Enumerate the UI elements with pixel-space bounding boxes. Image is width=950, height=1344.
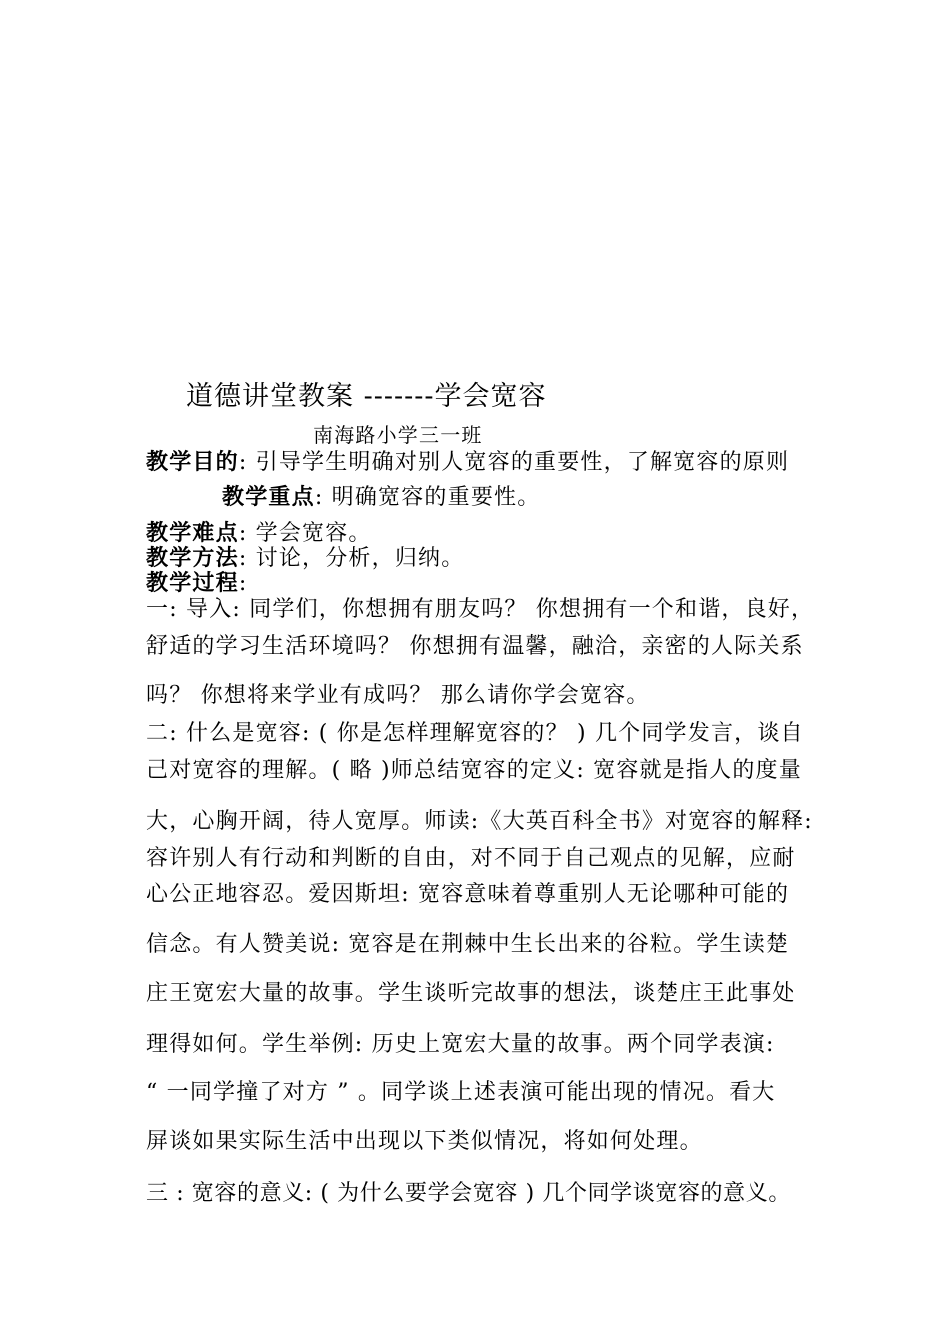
document-title: 道德讲堂教案 -------学会宽容 bbox=[186, 381, 547, 412]
body-line: 屏谈如果实际生活中出现以下类似情况，将如何处理。 bbox=[146, 1129, 703, 1154]
key-point-line bbox=[222, 487, 540, 509]
body-line: 一: 导入: 同学们，你想拥有朋友吗？ 你想拥有一个和谐，良好， bbox=[146, 597, 815, 622]
process-text: : bbox=[238, 571, 248, 596]
key-point-text: : 明确宽容的重要性。 bbox=[314, 485, 541, 510]
objective-line bbox=[146, 452, 789, 474]
method-label: 教学方法 bbox=[146, 546, 239, 571]
difficulty-text: : 学会宽容。 bbox=[238, 521, 372, 546]
body-line: 己对宽容的理解。( 略 )师总结宽容的定义: 宽容就是指人的度量 bbox=[146, 758, 802, 783]
body-line: “ 一同学撞了对方 ” 。同学谈上述表演可能出现的情况。看大 bbox=[146, 1080, 776, 1105]
body-line: 信念。有人赞美说: 宽容是在荆棘中生长出来的谷粒。学生读楚 bbox=[146, 932, 790, 957]
body-line: 舒适的学习生活环境吗？ 你想拥有温馨，融洽，亲密的人际关系 bbox=[146, 634, 804, 659]
body-line: 大，心胸开阔，待人宽厚。师读:《大英百科全书》对宽容的解释: bbox=[146, 809, 813, 834]
body-line: 庄王宽宏大量的故事。学生谈听完故事的想法，谈楚庄王此事处 bbox=[146, 981, 796, 1006]
difficulty-label: 教学难点 bbox=[146, 521, 239, 546]
difficulty-line bbox=[146, 523, 372, 545]
method-line bbox=[146, 548, 464, 570]
key-point-label: 教学重点 bbox=[222, 485, 315, 510]
body-line: 二: 什么是宽容: ( 你是怎样理解宽容的？ ) 几个同学发言，谈自 bbox=[146, 721, 804, 746]
process-label: 教学过程 bbox=[146, 571, 239, 596]
body-line: 吗？ 你想将来学业有成吗？ 那么请你学会宽容。 bbox=[146, 683, 650, 708]
body-line: 容许别人有行动和判断的自由，对不同于自己观点的见解，应耐 bbox=[146, 846, 796, 871]
body-line: 三 : 宽容的意义: ( 为什么要学会宽容 ) 几个同学谈宽容的意义。 bbox=[146, 1181, 791, 1206]
process-line bbox=[146, 573, 247, 595]
method-text: : 讨论，分析，归纳。 bbox=[238, 546, 465, 571]
school-class: 南海路小学三一班 bbox=[313, 423, 483, 447]
objective-text: : 引导学生明确对别人宽容的重要性，了解宽容的原则 bbox=[238, 450, 790, 475]
objective-label: 教学目的 bbox=[146, 450, 239, 475]
body-line: 心公正地容忍。爱因斯坦: 宽容意味着尊重别人无论哪种可能的 bbox=[146, 882, 790, 907]
body-line: 理得如何。学生举例: 历史上宽宏大量的故事。两个同学表演: bbox=[146, 1032, 775, 1057]
